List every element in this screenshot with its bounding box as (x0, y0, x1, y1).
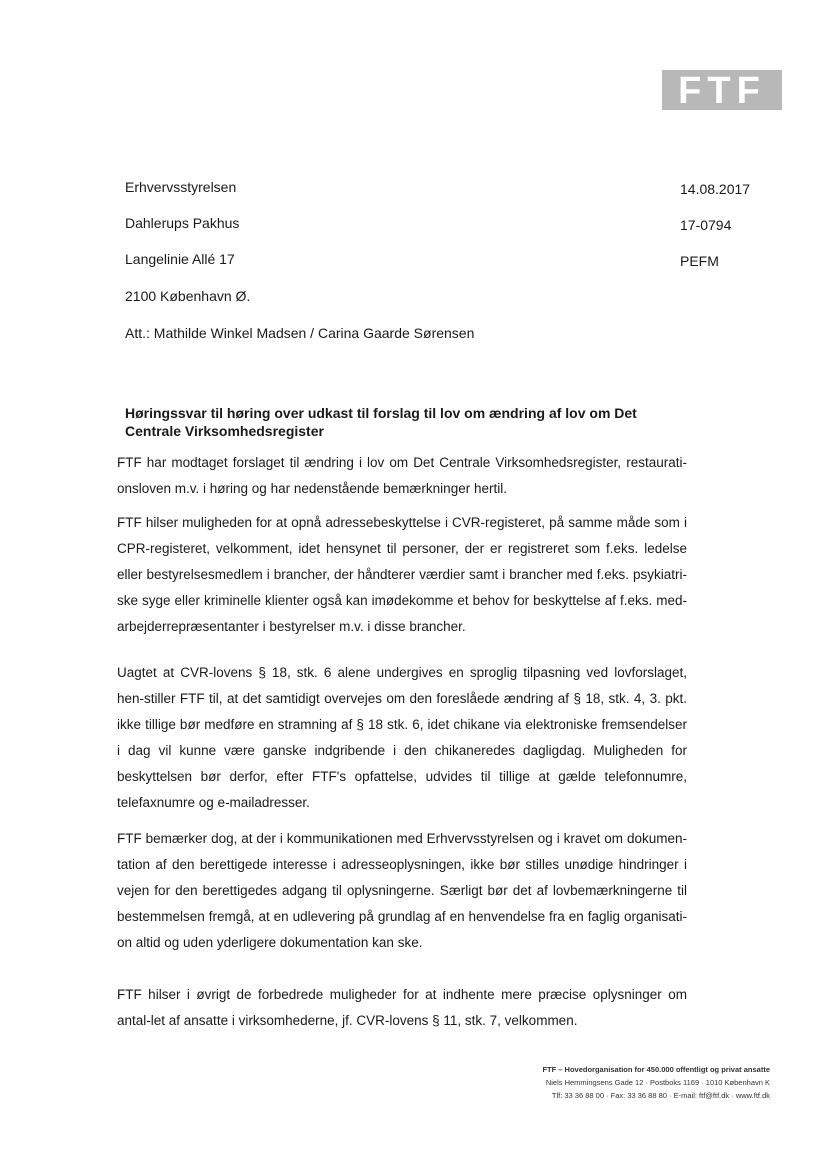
letter-footer (542, 1063, 770, 1102)
letter-reference: 17-0794 (680, 217, 732, 233)
recipient-building: Dahlerups Pakhus (125, 215, 240, 231)
recipient-name: Erhvervsstyrelsen (125, 179, 237, 195)
logo-text: FTF (678, 70, 766, 110)
attention-line: Att.: Mathilde Winkel Madsen / Carina Gaarde Sørensen (125, 325, 475, 341)
recipient-street: Langelinie Allé 17 (125, 251, 235, 267)
paragraph-3: Uagtet at CVR-lovens § 18, stk. 6 alene undergives en sproglig tilpasning ved lovforslaget, hen-stiller FTF til, at det samtidigt overvejes om den foreslåede ændring af § 18, stk. 4, 3. pkt. ikke tillige bør medføre en stramning af § 18 stk. 6, idet chikane via elektroniske fremsendelser i dag vil kunne være ganske indgribende i den chikaneredes dagligdag. Muligheden for beskyttelsen bør derfor, efter FTF's opfattelse, udvides til tillige at gælde telefonnumre, telefaxnumre og e-mailadresser. (117, 665, 687, 810)
recipient-city: 2100 København Ø. (125, 288, 251, 304)
letter-initials: PEFM (680, 253, 719, 269)
paragraph-4: FTF bemærker dog, at der i kommunikationen med Erhvervsstyrelsen og i kravet om dokumen-tation af den berettigede interesse i adresseoplysningen, ikke bør stilles unødige hindringer i vejen for den berettigedes adgang til oplysningerne. Særligt bør det af lovbemærkningerne til bestemmelsen fremgå, at en udlevering på grundlag af en henvendelse fra en faglig organisati-on altid og uden yderligere dokumentation kan ske. (117, 831, 687, 950)
paragraph-1: FTF har modtaget forslaget til ændring i lov om Det Centrale Virksomhedsregister, restaurati-onsloven m.v. i høring og har nedenstående bemærkninger hertil. (117, 455, 687, 496)
footer-org: FTF – Hovedorganisation for 450.000 offentligt og privat ansatte (542, 1065, 770, 1074)
ftf-logo (662, 70, 782, 110)
footer-contact: Tlf: 33 36 88 00 · Fax: 33 36 88 80 · E-mail: ftf@ftf.dk · www.ftf.dk (551, 1091, 770, 1100)
letter-date: 14.08.2017 (680, 181, 751, 197)
paragraph-2: FTF hilser muligheden for at opnå adressebeskyttelse i CVR-registeret, på samme måde som i CPR-registeret, velkomment, idet hensynet til personer, der er registreret som f.eks. ledelse eller bestyrelsesmedlem i brancher, der håndterer værdier samt i brancher med f.eks. psykiatri-ske syge eller kriminelle klienter også kan imødekomme et behov for beskyttelse af f.eks. med-arbejderrepræsentanter i bestyrelser m.v. i disse brancher. (117, 515, 687, 634)
paragraph-5: FTF hilser i øvrigt de forbedrede muligheder for at indhente mere præcise oplysninger om antal-let af ansatte i virksomhederne, jf. CVR-lovens § 11, stk. 7, velkommen. (117, 987, 687, 1028)
subject-heading: Høringssvar til høring over udkast til forslag til lov om ændring af lov om Det Centrale Virksomhedsregister (125, 405, 637, 439)
footer-address: Niels Hemmingsens Gade 12 · Postboks 1169 · 1010 København K (545, 1078, 770, 1087)
